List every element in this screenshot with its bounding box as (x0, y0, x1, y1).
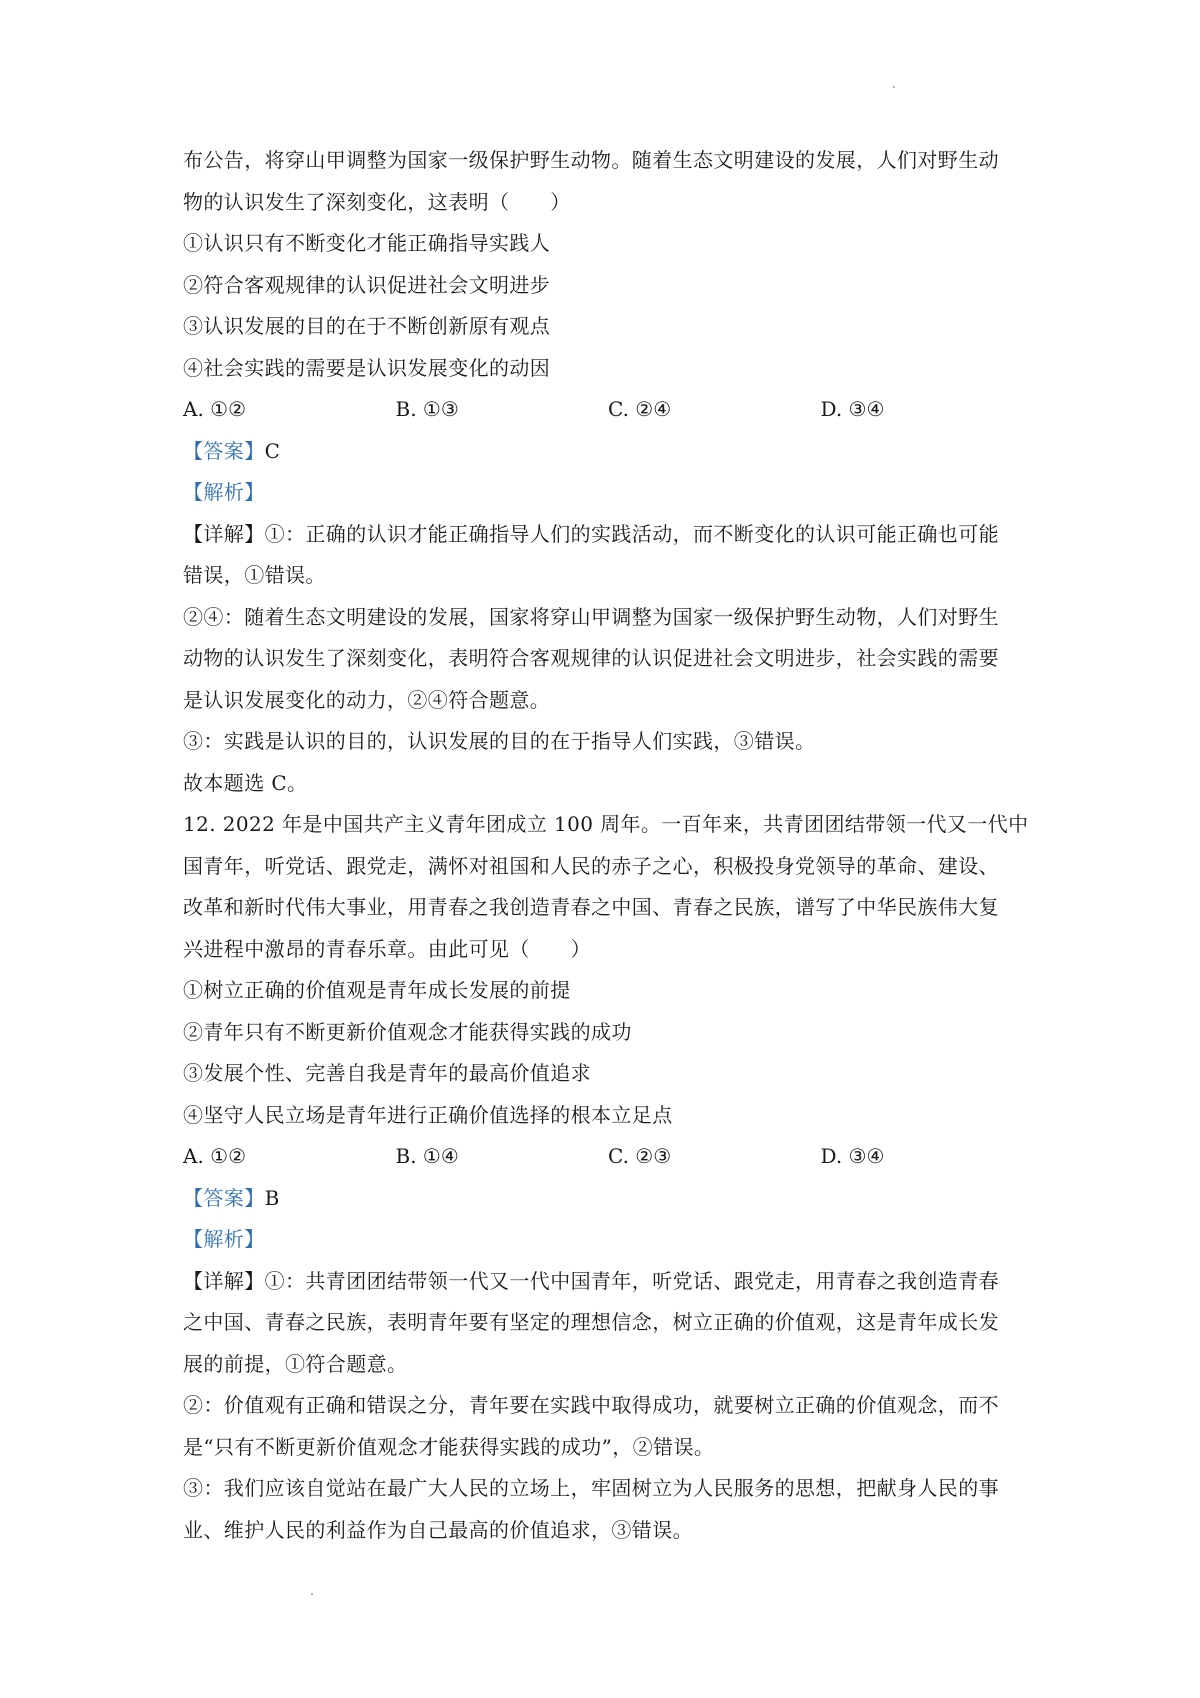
q12-detail-line (183, 1261, 1033, 1303)
q11-item: ④社会实践的需要是认识发展变化的动因 (183, 355, 551, 380)
q12-item: ②青年只有不断更新价值观念才能获得实践的成功 (183, 1019, 632, 1044)
q11-detail-line: 是认识发展变化的动力，②④符合题意。 (183, 687, 551, 712)
q12-stem-line: 兴进程中激昂的青春乐章。由此可见（ ） (183, 936, 591, 961)
scan-mark-top (893, 86, 895, 88)
q12-detail-line: 展的前提，①符合题意。 (183, 1351, 408, 1376)
q12-stem-line: 国青年，听党话、跟党走，满怀对祖国和人民的赤子之心，积极投身党领导的革命、建设、 (183, 853, 999, 878)
answer-value: C (264, 438, 281, 463)
q11-answer (183, 431, 1033, 473)
q11-detail-line: 动物的认识发生了深刻变化，表明符合客观规律的认识促进社会文明进步，社会实践的需要 (183, 646, 999, 670)
detail-text: ①：共青团团结带领一代又一代中国青年，听党话、跟党走，用青春之我创造青春 (264, 1268, 1000, 1293)
q11-stem-line: 布公告，将穿山甲调整为国家一级保护野生动物。随着生态文明建设的发展，人们对野生动 (183, 148, 999, 172)
q11-analysis (183, 472, 1033, 514)
q12-option-d: D. ③④ (820, 1144, 885, 1168)
detail-tag: 【详解】 (183, 521, 265, 546)
detail-text: ①：正确的认识才能正确指导人们的实践活动，而不断变化的认识可能正确也可能 (264, 521, 1000, 546)
analysis-tag: 【解析】 (183, 480, 265, 504)
document-page (183, 140, 1033, 1551)
q12-options (183, 1136, 1033, 1178)
q11-option-a: A. ①② (183, 397, 247, 421)
answer-tag: 【答案】 (183, 1185, 265, 1210)
answer-tag: 【答案】 (183, 438, 265, 463)
q11-option-c: C. ②④ (608, 397, 672, 421)
q11-option-b: B. ①③ (395, 397, 459, 421)
q12-detail-line: 之中国、青春之民族，表明青年要有坚定的理想信念，树立正确的价值观，这是青年成长发 (183, 1310, 999, 1334)
q12-item: ③发展个性、完善自我是青年的最高价值追求 (183, 1061, 591, 1085)
q12-option-a: A. ①② (183, 1144, 247, 1168)
q11-detail-line: ③：实践是认识的目的，认识发展的目的在于指导人们实践，③错误。 (183, 729, 816, 753)
q11-item: ②符合客观规律的认识促进社会文明进步 (183, 272, 551, 297)
q12-option-c: C. ②③ (608, 1144, 672, 1168)
q11-detail-line: 错误，①错误。 (183, 563, 326, 587)
q12-detail-line: ②：价值观有正确和错误之分，青年要在实践中取得成功，就要树立正确的价值观念，而不 (183, 1393, 999, 1417)
scan-mark-bottom (311, 1593, 313, 1595)
answer-value: B (264, 1185, 280, 1210)
q11-option-d: D. ③④ (820, 397, 885, 421)
q11-item: ①认识只有不断变化才能正确指导实践人 (183, 231, 551, 255)
q12-item: ①树立正确的价值观是青年成长发展的前提 (183, 978, 571, 1002)
q11-stem-line: 物的认识发生了深刻变化，这表明（ ） (183, 189, 571, 214)
q12-stem-line: 12. 2022 年是中国共产主义青年团成立 100 周年。一百年来，共青团团结带领一代又一代中 (183, 812, 1029, 836)
q12-detail-line: 是“只有不断更新价值观念才能获得实践的成功”，②错误。 (183, 1434, 715, 1459)
q12-answer (183, 1178, 1033, 1220)
q11-detail-line (183, 514, 1033, 556)
q12-detail-line: ③：我们应该自觉站在最广大人民的立场上，牢固树立为人民服务的思想，把献身人民的事 (183, 1476, 999, 1500)
detail-tag: 【详解】 (183, 1268, 265, 1293)
q12-stem-line: 改革和新时代伟大事业，用青春之我创造青春之中国、青春之民族，谱写了中华民族伟大复 (183, 895, 999, 919)
q12-option-b: B. ①④ (395, 1144, 459, 1168)
q12-detail-line: 业、维护人民的利益作为自己最高的价值追求，③错误。 (183, 1517, 693, 1542)
q12-analysis (183, 1219, 1033, 1261)
q11-conclusion: 故本题选 C。 (183, 770, 308, 795)
q11-item: ③认识发展的目的在于不断创新原有观点 (183, 314, 551, 338)
q12-item: ④坚守人民立场是青年进行正确价值选择的根本立足点 (183, 1102, 673, 1127)
q11-options (183, 389, 1033, 431)
q11-detail-line: ②④：随着生态文明建设的发展，国家将穿山甲调整为国家一级保护野生动物，人们对野生 (183, 604, 999, 629)
analysis-tag: 【解析】 (183, 1227, 265, 1251)
